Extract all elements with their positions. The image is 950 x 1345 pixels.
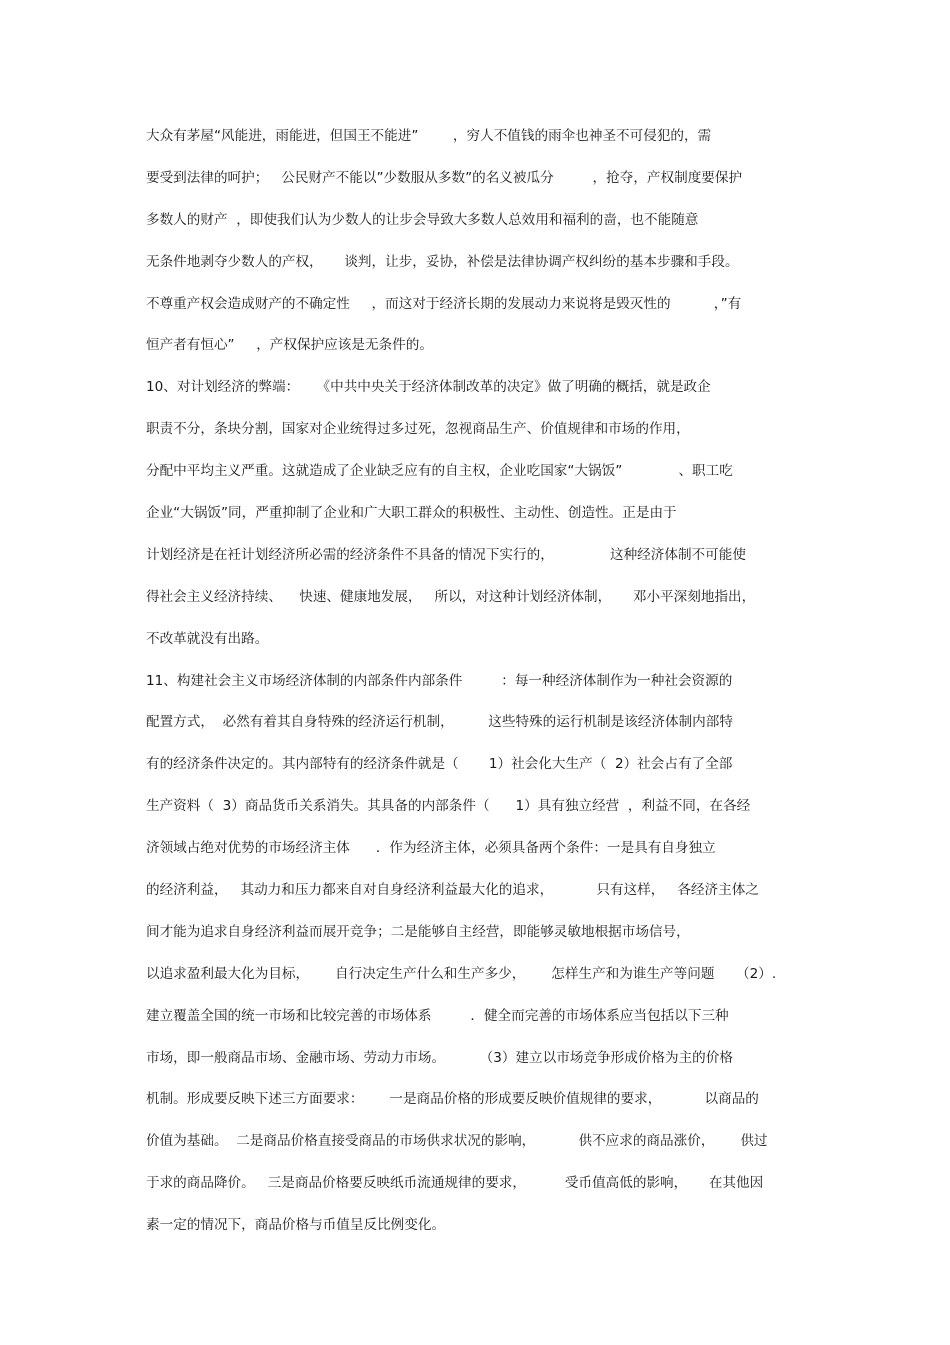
text-line: 职责不分，条块分割，国家对企业统得过多过死，忽视商品生产、价值规律和市场的作用，	[146, 421, 690, 438]
text-line: 配置方式， 必然有着其自身特殊的经济运行机制， 这些特殊的运行机制是该经济体制内部特	[146, 714, 733, 731]
text-line: 计划经济是在衽计划经济所必需的经济条件不具备的情况下实行的， 这种经济体制不可能使	[146, 546, 746, 563]
text-line: 生产资料（ 3）商品货币关系消失。其具备的内部条件（ 1）具有独立经营 ，利益不同，在各经	[146, 798, 751, 815]
text-line: 机制。形成要反映下述三方面要求： 一是商品价格的形成要反映价值规律的要求， 以商品的	[146, 1091, 759, 1108]
text-line: 的经济利益， 其动力和压力都来自对自身经济利益最大化的追求， 只有这样， 各经济主体之	[146, 882, 759, 899]
section-10-heading-line: 10、对计划经济的弊端： 《中共中央关于经济体制改革的决定》做了明确的概括，就是政企	[146, 379, 711, 396]
text-line: 建立覆盖全国的统一市场和比较完善的市场体系 ．健全而完善的市场体系应当包括以下三种	[146, 1007, 729, 1024]
text-line: 以追求盈利最大化为目标， 自行决定生产什么和生产多少， 怎样生产和为谁生产等问题 （2）.	[146, 965, 777, 982]
text-line: 得社会主义经济持续、 快速、健康地发展， 所以，对这种计划经济体制， 邓小平深刻地指出，	[146, 588, 756, 605]
document-body	[146, 124, 811, 1255]
text-line: 市场，即一般商品市场、金融市场、劳动力市场。 （3）建立以市场竞争形成价格为主的价格	[146, 1049, 733, 1066]
text-line: 要受到法律的呵护； 公民财产不能以”少数服从多数”的名义被瓜分 ，抢夺，产权制度要保护	[146, 169, 743, 186]
text-line: 不尊重产权会造成财产的不确定性 ，而这对于经济长期的发展动力来说将是毁灭性的 ，”有	[146, 295, 742, 312]
text-line: 素一定的情况下，商品价格与币值呈反比例变化。	[146, 1217, 446, 1234]
text-line: 有的经济条件决定的。其内部特有的经济条件就是（ 1）社会化大生产（ 2）社会占有了全部	[146, 756, 733, 773]
text-line: 无条件地剥夺少数人的产权， 谈判，让步，妥协，补偿是法律协调产权纠纷的基本步骤和手段。	[146, 253, 739, 270]
text-line: 多数人的财产 ，即使我们认为少数人的让步会导致大多数人总效用和福利的啬，也不能随意	[146, 211, 699, 228]
text-line: 恒产者有恒心” ，产权保护应该是无条件的。	[146, 337, 433, 354]
text-line: 不改革就没有出路。	[146, 630, 269, 647]
text-line: 济领域占绝对优势的市场经济主体 ．作为经济主体，必须具备两个条件：一是具有自身独立	[146, 840, 716, 857]
text-line: 于求的商品降价。 三是商品价格要反映纸币流通规律的要求， 受币值高低的影响， 在其他因	[146, 1175, 764, 1192]
text-line: 间才能为追求自身经济利益而展开竞争；二是能够自主经营，即能够灵敏地根据市场信号，	[146, 923, 690, 940]
section-11-heading-line: 11、构建社会主义市场经济体制的内部条件内部条件 ：每一种经济体制作为一种社会资源的	[146, 672, 733, 689]
text-line: 价值为基础。 二是商品价格直接受商品的市场供求状况的影响， 供不应求的商品涨价， 供过	[146, 1133, 768, 1150]
text-line: 分配中平均主义严重。这就造成了企业缺乏应有的自主权，企业吃国家“大锅饭” 、职工吃	[146, 463, 733, 480]
text-line: 大众有茅屋“风能进，雨能进，但国王不能进” ，穷人不值钱的雨伞也神圣不可侵犯的，需	[146, 128, 712, 144]
text-line: 企业“大锅饭”同，严重抑制了企业和广大职工群众的积极性、主动性、创造性。正是由于	[146, 505, 677, 522]
